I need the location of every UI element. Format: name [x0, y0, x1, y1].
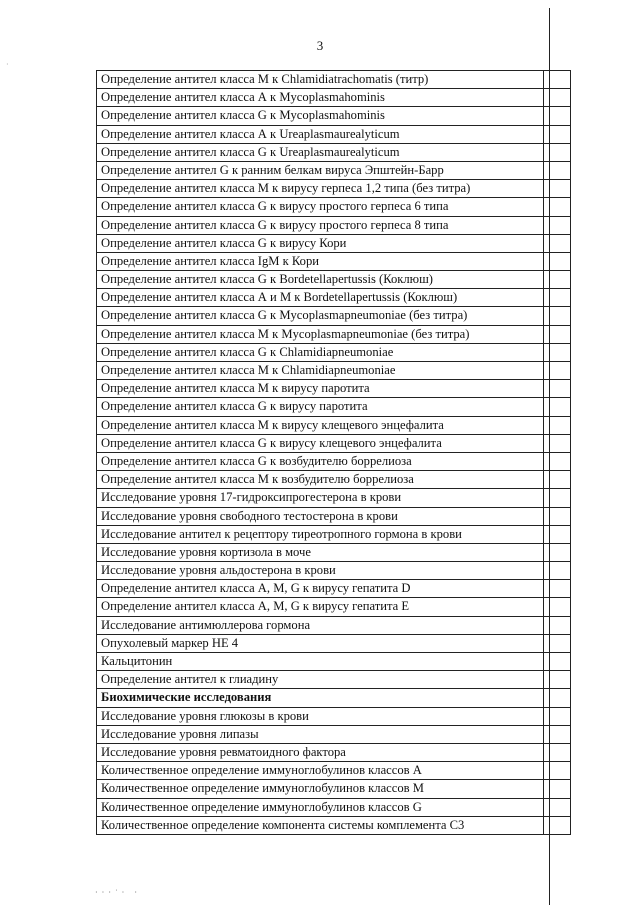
- service-name-cell: Определение антител класса М к Chlamidiapneumoniae: [97, 362, 544, 380]
- service-name-cell: Исследование уровня глюкозы в крови: [97, 708, 544, 726]
- empty-cell: [544, 71, 571, 89]
- service-name-cell: Определение антител класса G к Bordetellapertussis (Коклюш): [97, 271, 544, 289]
- empty-cell: [544, 653, 571, 671]
- empty-cell: [544, 671, 571, 689]
- service-name-cell: Определение антител к глиадину: [97, 671, 544, 689]
- service-name-cell: Определение антител класса А, М, G к вирусу гепатита D: [97, 580, 544, 598]
- empty-cell: [544, 762, 571, 780]
- service-name-cell: Определение антител класса А, М, G к вирусу гепатита Е: [97, 598, 544, 616]
- empty-cell: [544, 326, 571, 344]
- table-row: [97, 107, 571, 125]
- service-name-cell: Количественное определение иммуноглобулинов классов М: [97, 780, 544, 798]
- empty-cell: [544, 617, 571, 635]
- service-name-cell: Определение антител класса G к Mycoplasmahominis: [97, 107, 544, 125]
- empty-cell: [544, 744, 571, 762]
- table-row: [97, 817, 571, 835]
- table-row: [97, 598, 571, 616]
- empty-cell: [544, 344, 571, 362]
- table-row: [97, 198, 571, 216]
- table-row: [97, 71, 571, 89]
- table-row: [97, 271, 571, 289]
- empty-cell: [544, 180, 571, 198]
- service-name-cell: Исследование уровня липазы: [97, 726, 544, 744]
- service-name-cell: Исследование уровня кортизола в моче: [97, 544, 544, 562]
- empty-cell: [544, 126, 571, 144]
- table-row: [97, 562, 571, 580]
- margin-mark: ·: [6, 60, 9, 69]
- empty-cell: [544, 471, 571, 489]
- empty-cell: [544, 544, 571, 562]
- empty-cell: [544, 435, 571, 453]
- table-row: [97, 253, 571, 271]
- empty-cell: [544, 398, 571, 416]
- empty-cell: [544, 89, 571, 107]
- table-row: [97, 326, 571, 344]
- service-name-cell: Определение антител класса М к Chlamidiatrachomatis (титр): [97, 71, 544, 89]
- empty-cell: [544, 453, 571, 471]
- table-row: [97, 471, 571, 489]
- empty-cell: [544, 635, 571, 653]
- table-row: [97, 635, 571, 653]
- service-name-cell: Определение антител класса IgM к Кори: [97, 253, 544, 271]
- scan-artifact: · · · ˙ · ·: [95, 888, 138, 897]
- empty-cell: [544, 489, 571, 507]
- table-row: [97, 708, 571, 726]
- service-name-cell: Исследование антител к рецептору тиреотропного гормона в крови: [97, 526, 544, 544]
- empty-cell: [544, 307, 571, 325]
- table-row: [97, 799, 571, 817]
- service-name-cell: Количественное определение иммуноглобулинов классов А: [97, 762, 544, 780]
- empty-cell: [544, 526, 571, 544]
- table-row: [97, 162, 571, 180]
- service-name-cell: Количественное определение иммуноглобулинов классов G: [97, 799, 544, 817]
- table-row: [97, 180, 571, 198]
- page-number: 3: [316, 38, 324, 53]
- table-row: [97, 453, 571, 471]
- empty-cell: [544, 817, 571, 835]
- table-row: [97, 726, 571, 744]
- table-row: [97, 653, 571, 671]
- table-row: [97, 89, 571, 107]
- table-row: [97, 398, 571, 416]
- table-row: [97, 544, 571, 562]
- service-name-cell: Определение антител G к ранним белкам вируса Эпштейн-Барр: [97, 162, 544, 180]
- empty-cell: [544, 253, 571, 271]
- section-title: Биохимические исследования: [97, 689, 544, 707]
- empty-cell: [544, 235, 571, 253]
- table-row: [97, 217, 571, 235]
- service-name-cell: Определение антител класса М к вирусу паротита: [97, 380, 544, 398]
- table-row: [97, 289, 571, 307]
- empty-cell: [544, 162, 571, 180]
- service-name-cell: Определение антител класса М к вирусу клещевого энцефалита: [97, 417, 544, 435]
- table-row: [97, 126, 571, 144]
- service-name-cell: Исследование антимюллерова гормона: [97, 617, 544, 635]
- empty-cell: [544, 580, 571, 598]
- table-row: [97, 435, 571, 453]
- service-name-cell: Определение антител класса G к возбудителю боррелиоза: [97, 453, 544, 471]
- service-name-cell: Определение антител класса G к вирусу Кори: [97, 235, 544, 253]
- empty-cell: [544, 380, 571, 398]
- empty-cell: [544, 144, 571, 162]
- table-row: [97, 671, 571, 689]
- service-name-cell: Определение антител класса А к Ureaplasmaurealyticum: [97, 126, 544, 144]
- table-row: [97, 762, 571, 780]
- service-name-cell: Определение антител класса G к Mycoplasmapneumoniae (без титра): [97, 307, 544, 325]
- empty-cell: [544, 107, 571, 125]
- service-name-cell: Определение антител класса G к вирусу клещевого энцефалита: [97, 435, 544, 453]
- service-name-cell: Определение антител класса G к Ureaplasmaurealyticum: [97, 144, 544, 162]
- service-name-cell: Определение антител класса G к вирусу паротита: [97, 398, 544, 416]
- service-name-cell: Кальцитонин: [97, 653, 544, 671]
- service-name-cell: Определение антител класса А к Mycoplasmahominis: [97, 89, 544, 107]
- empty-cell: [544, 780, 571, 798]
- empty-cell: [544, 271, 571, 289]
- empty-cell: [544, 799, 571, 817]
- table-row: [97, 344, 571, 362]
- table-row: [97, 508, 571, 526]
- section-header-row: [97, 689, 571, 707]
- service-name-cell: Определение антител класса М к Mycoplasmapneumoniae (без титра): [97, 326, 544, 344]
- table-row: [97, 489, 571, 507]
- service-name-cell: Количественное определение компонента системы комплемента С3: [97, 817, 544, 835]
- empty-cell: [544, 562, 571, 580]
- empty-cell: [544, 362, 571, 380]
- table-row: [97, 307, 571, 325]
- empty-cell: [544, 198, 571, 216]
- empty-cell: [544, 417, 571, 435]
- table-row: [97, 144, 571, 162]
- service-name-cell: Исследование уровня ревматоидного фактора: [97, 744, 544, 762]
- services-table: [96, 70, 571, 835]
- service-name-cell: Определение антител класса G к Chlamidiapneumoniae: [97, 344, 544, 362]
- empty-cell: [544, 726, 571, 744]
- service-name-cell: Исследование уровня альдостерона в крови: [97, 562, 544, 580]
- table-row: [97, 744, 571, 762]
- service-name-cell: Определение антител класса G к вирусу простого герпеса 8 типа: [97, 217, 544, 235]
- empty-cell: [544, 217, 571, 235]
- table-row: [97, 780, 571, 798]
- service-name-cell: Исследование уровня свободного тестостерона в крови: [97, 508, 544, 526]
- service-name-cell: Определение антител класса А и М к Bordetellapertussis (Коклюш): [97, 289, 544, 307]
- service-name-cell: Определение антител класса М к вирусу герпеса 1,2 типа (без титра): [97, 180, 544, 198]
- service-name-cell: Исследование уровня 17-гидроксипрогестерона в крови: [97, 489, 544, 507]
- empty-cell: [544, 689, 571, 707]
- table-row: [97, 617, 571, 635]
- service-name-cell: Определение антител класса М к возбудителю боррелиоза: [97, 471, 544, 489]
- table-row: [97, 580, 571, 598]
- table-row: [97, 235, 571, 253]
- table-row: [97, 362, 571, 380]
- empty-cell: [544, 508, 571, 526]
- service-name-cell: Опухолевый маркер НЕ 4: [97, 635, 544, 653]
- table-row: [97, 380, 571, 398]
- service-name-cell: Определение антител класса G к вирусу простого герпеса 6 типа: [97, 198, 544, 216]
- table-row: [97, 526, 571, 544]
- empty-cell: [544, 598, 571, 616]
- empty-cell: [544, 289, 571, 307]
- table-row: [97, 417, 571, 435]
- empty-cell: [544, 708, 571, 726]
